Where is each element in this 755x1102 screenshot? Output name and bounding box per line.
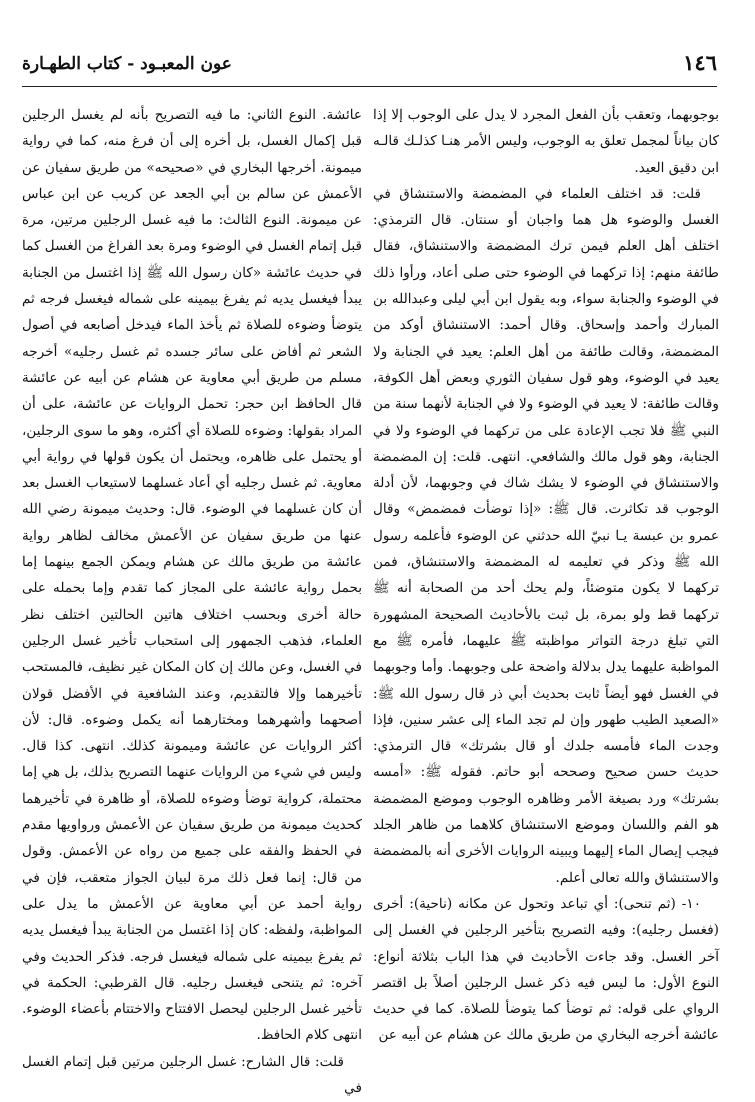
running-title: عون المعبـود - كتاب الطهـارة <box>22 54 232 74</box>
right-column <box>373 102 719 1084</box>
page-number: ١٤٦ <box>683 50 717 75</box>
paragraph: عائشة. النوع الثاني: ما فيه التصريح بأنه لم يغسل الرجلين قبل إكمال الغسل، بل أخره إلى أن فرغ منه، كما في رواية ميمونة. أخرجها البخاري في «صحيحه» من طريق سفيان عن الأعمش عن سالم بن أبي الجعد عن كريب عن ابن عباس عن ميمونة. النوع الثالث: ما فيه غسل الرجلين مرتين، مرة قبل إتمام الغسل في الوضوء ومرة بعد الفراغ من الغسل كما في حديث عائشة «كان رسول الله ﷺ إذا اغتسل من الجنابة يبدأ فيغسل يديه ثم يفرغ بيمينه على شماله فيغسل فرجه ثم يتوضأ وضوءه للصلاة ثم يأخذ الماء فيدخل أصابعه في أصول الشعر ثم أفاض على سائر جسده ثم غسل رجليه» أخرجه مسلم من طريق أبي معاوية عن هشام عن أبيه عن عائشة قال الحافظ ابن حجر: تحمل الروايات عن عائشة، على أن المراد بقولها: وضوءه للصلاة أي أكثره، وهو ما سوى الرجلين، أو يحتمل على ظاهره، ويحتمل أن يكون قولها في رواية أبي معاوية. ثم غسل رجليه أي أعاد غسلهما لاستيعاب الغسل بعد أن كان غسلهما في الوضوء. قال: وحديث ميمونة رضي الله عنها من طريق سفيان عن الأعمش مخالف لظاهر رواية عائشة من طريق مالك عن هشام ويمكن الجمع بينهما إما بحمل رواية عائشة على المجاز كما تقدم وإما بحمله على حالة أخرى وبحسب اختلاف هاتين الحالتين اختلف نظر العلماء، فذهب الجمهور إلى استحباب تأخير غسل الرجلين في الغسل، وعن مالك إن كان المكان غير نظيف، فالمستحب تأخيرهما وإلا فالتقديم، وعند الشافعية في الأفضل قولان أصحهما وأشهرهما ومختارهما أنه يكمل وضوءه. قال: لأن أكثر الروايات عن عائشة وميمونة كذلك. انتهى. كذا قال. وليس في شيء من الروايات عنهما التصريح بذلك، بل هي إما محتملة، كرواية توضأ وضوءه للصلاة، أو ظاهرة في تأخيرهما كحديث ميمونة من طريق سفيان عن الأعمش ورواويها مقدم في الحفظ والفقه على جميع من رواه عن الأعمش. وقول من قال: إنما فعل ذلك مرة لبيان الجواز متعقب، فإن في رواية أحمد عن أبي معاوية عن الأعمش ما يدل على المواظبة، ولفظه: كان إذا اغتسل من الجنابة يبدأ فيغسل يديه ثم يفرغ بيمينه على شماله فيغسل فرجه. فذكر الحديث وفي آخره: ثم يتنحى فيغسل رجليه. قال القرطبي: الحكمة في تأخير غسل الرجلين ليحصل الافتتاح والاختتام بأعضاء الوضوء. انتهى كلام الحافظ. <box>22 107 362 1044</box>
paragraph: قلت: قد اختلف العلماء في المضمضة والاستنشاق في الغسل والوضوء هل هما واجبان أو سنتان. قال الترمذي: اختلف أهل العلم فيمن ترك المضمضة والاستنشاق، فقال طائفة منهم: إذا تركهما في الوضوء حتى صلى أعاد، ورأوا ذلك في الوضوء والجنابة سواء، وبه يقول ابن أبي ليلى وعبدالله بن المبارك وأحمد وإسحاق. وقال أحمد: الاستنشاق أوكد من المضمضة، وقالت طائفة من أهل العلم: يعيد في الجنابة ولا يعيد في الوضوء، وهو قول سفيان الثوري وبعض أهل الكوفة، وقالت طائفة: لا يعيد في الوضوء ولا في الجنابة لأنهما سنة من النبي ﷺ فلا تجب الإعادة على من تركهما في الوضوء ولا في الجنابة، وهو قول مالك والشافعي. انتهى. قلت: إن المضمضة والاستنشاق في الوضوء لا يشك شاك في وجوبهما، لأن أدلة الوجوب قد تكاثرت. قال ﷺ: «إذا توضأت فمضمض» وقال عمرو بن عبسة يـا نبيّ الله حدثني عن الوضوء فأعلمه رسول الله ﷺ وذكر في تعليمه له المضمضة والاستنشاق، فمن تركهما لا يكون متوضئاً، ولم يحك أحد من الصحابة أنه ﷺ تركهما قط ولو بمرة، بل ثبت بالأحاديث الصحيحة المشهورة التي تبلغ درجة التواتر مواظبته ﷺ عليهما، فأمره ﷺ مع المواظبة عليهما يدل بدلالة واضحة على وجوبهما. وأما وجوبهما في الغسل فهو أيضاً ثابت بحديث أبي ذر قال رسول الله ﷺ: «الصعيد الطيب طهور وإن لم تجد الماء إلى عشر سنين، فإذا وجدت الماء فأمسه جلدك أو قال بشرتك» قال الترمذي: حديث حسن صحيح وصححه أبو حاتم. فقوله ﷺ: «أمسه بشرتك» ورد بصيغة الأمر وظاهره الوجوب وموضع المضمضة هو الفم واللسان وموضع الاستنشاق كلاهما من ظاهر الجلد فيجب إيصال الماء إليهما ويبينه الروايات الأخرى أنه بالمضمضة والاستنشاق والله تعالى أعلم. <box>373 185 719 886</box>
left-column <box>22 102 362 1096</box>
paragraph: قلت: قال الشارح: غسل الرجلين مرتين قبل إتمام الغسل في <box>22 1053 362 1096</box>
paragraph: بوجوبهما، وتعقب بأن الفعل المجرد لا يدل على الوجوب إلا إذا كان بياناً لمجمل تعلق به الوجوب، وليس الأمر هنـا كذلـك قالـه ابن دقيق العيد. <box>373 107 719 176</box>
page-header <box>22 46 717 90</box>
header-rule <box>22 86 717 87</box>
paragraph: ١٠- (ثم تنحى): أي تباعد وتحول عن مكانه (ناحية): أخرى (فغسل رجليه): وفيه التصريح بتأخير الرجلين في الغسل إلى آخر الغسل. وقد جاءت الأحاديث في هذا الباب بثلاثة أنواع: النوع الأول: ما ليس فيه ذكر غسل الرجلين أصلاً بل اقتصر الرواي على قوله: ثم توضأ كما يتوضأ للصلاة. كما في حديث عائشة أخرجه البخاري من طريق مالك عن هشام عن أبيه عن <box>373 895 719 1044</box>
